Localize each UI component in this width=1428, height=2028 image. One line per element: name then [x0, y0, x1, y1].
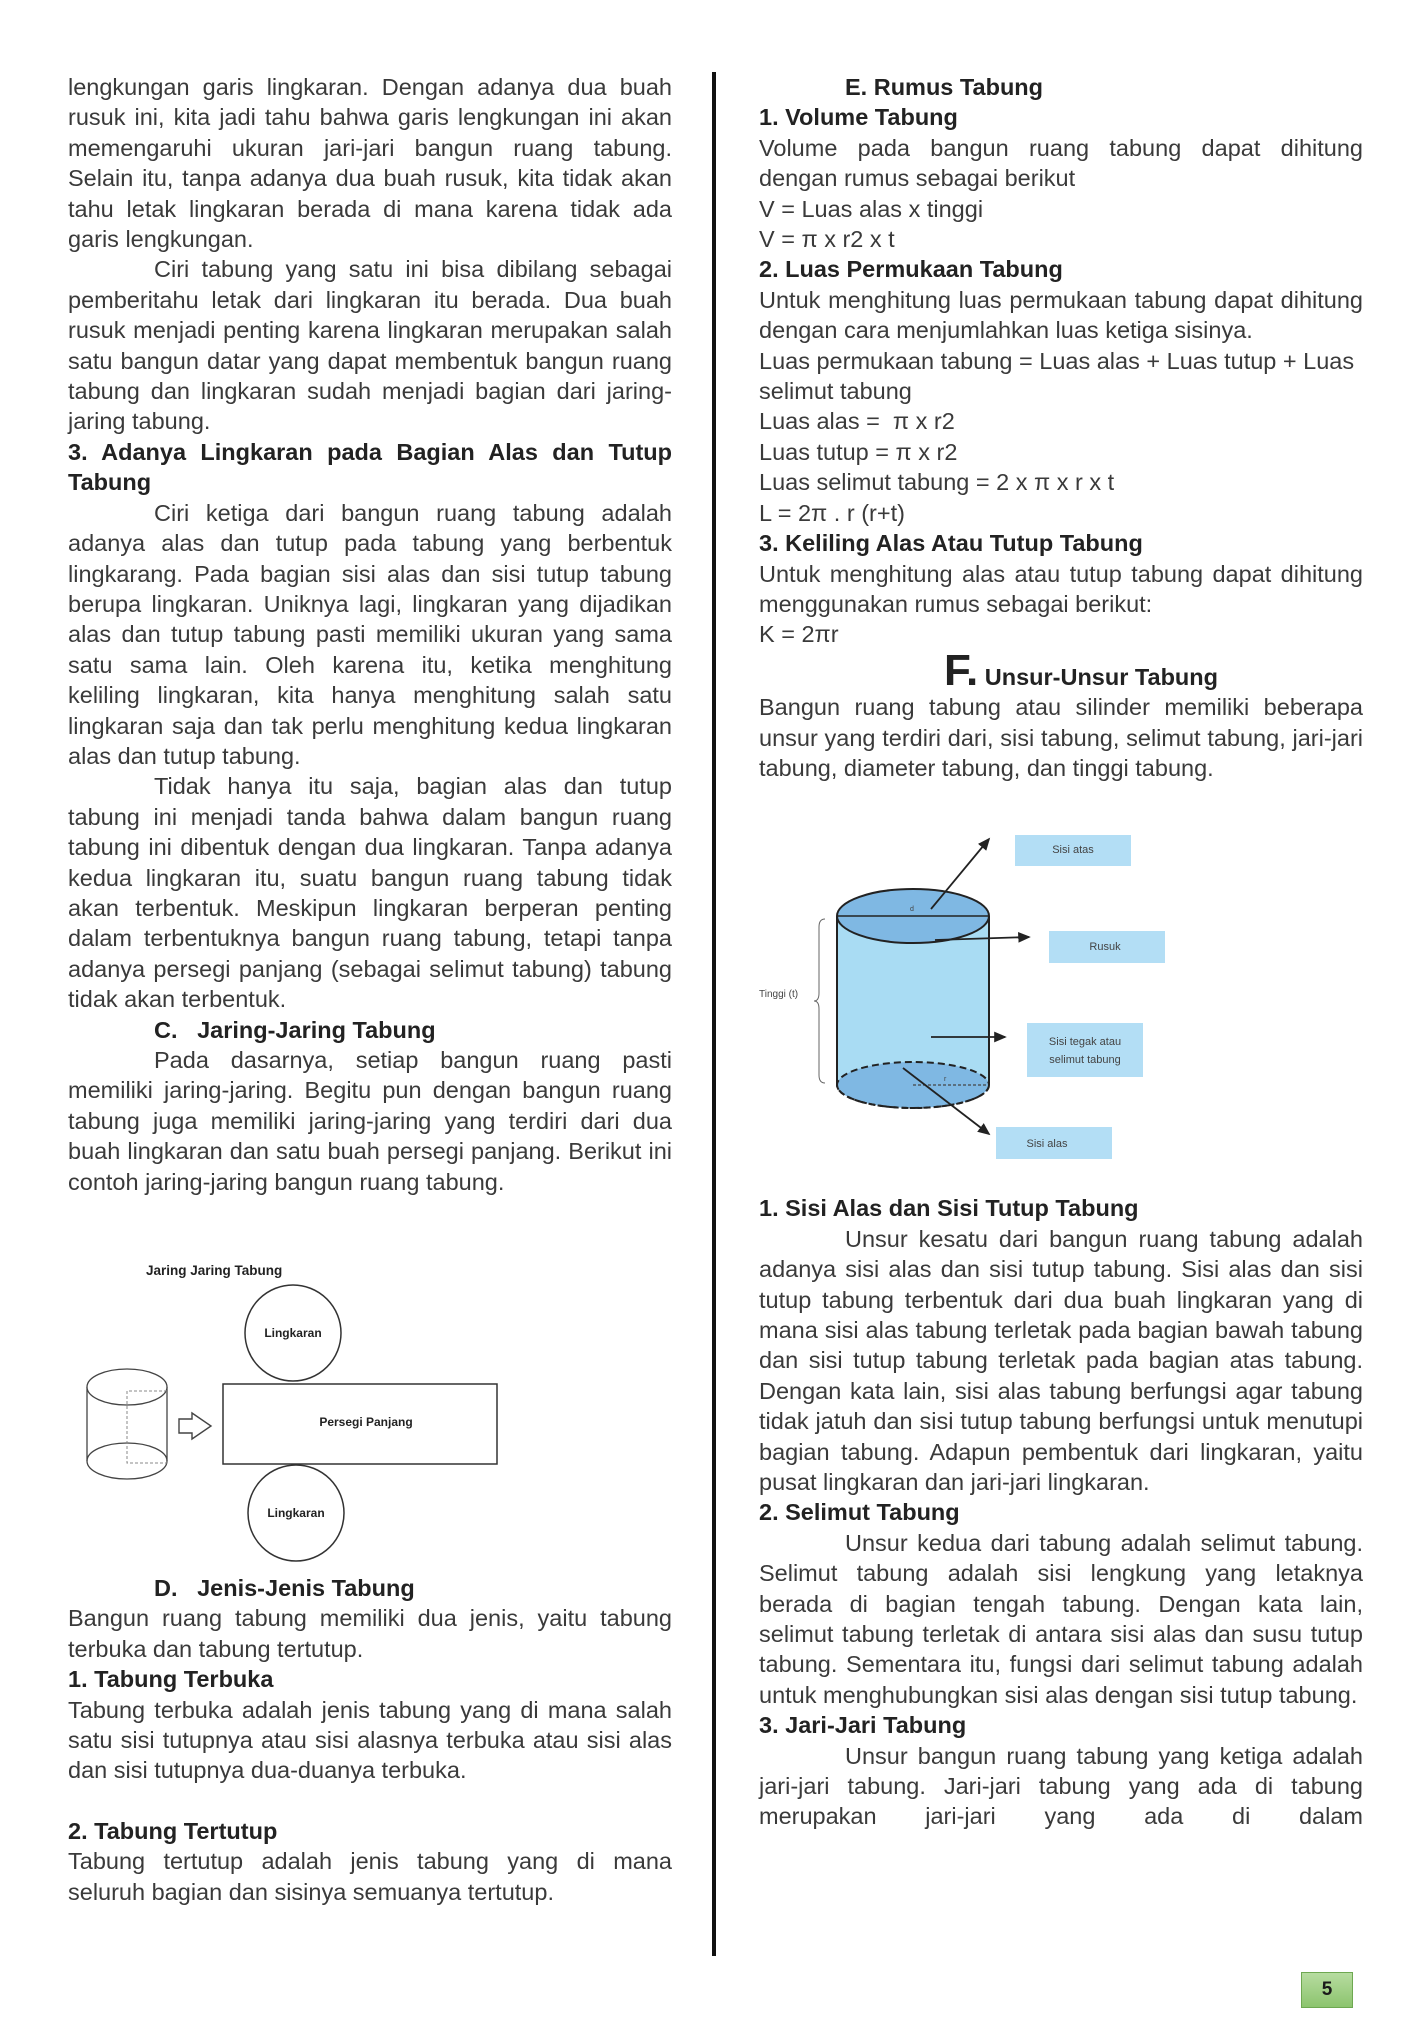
cylinder-diagram	[753, 835, 1233, 1175]
label-selimut-2: selimut tabung	[1049, 1054, 1121, 1067]
paragraph-jaring: Pada dasarnya, setiap bangun ruang pasti memiliki jaring-jaring. Begitu pun dengan bangun ruang tabung juga memiliki jaring-jaring yang terdiri dari dua buah lingkaran dan satu buah persegi panjang. Berikut ini contoh jaring-jaring bangun ruang tabung.	[68, 1047, 672, 1195]
section-heading-d: D. Jenis-Jenis Tabung	[154, 1575, 415, 1602]
label-sisi-atas: Sisi atas	[1052, 844, 1094, 857]
heading-keliling: 3. Keliling Alas Atau Tutup Tabung	[759, 530, 1143, 557]
bottom-circle-label: Lingkaran	[267, 1506, 325, 1521]
page-number-badge: 5	[1301, 1972, 1353, 2008]
formula-luas-tutup: Luas tutup = π x r2	[759, 438, 958, 465]
heading-tabung-terbuka: 1. Tabung Terbuka	[68, 1666, 274, 1693]
formula-l: L = 2π . r (r+t)	[759, 499, 905, 526]
heading-jari-jari: 3. Jari-Jari Tabung	[759, 1712, 967, 1739]
paragraph-sisi: Unsur kesatu dari bangun ruang tabung adalah adanya sisi alas dan sisi tutup tabung. Sisi alas dan sisi tutup tabung terbentuk dari dua buah lingkaran yang di mana sisi alas tabung terletak pada bagian bawah tabung dan sisi tutup tabung terletak pada bagian atas tabung. Dengan kata lain, sisi alas tabung berfungsi agar tabung tidak jatuh dan sisi tutup tabung berfungsi untuk menutupi bagian tabung. Adapun pembentuk dari lingkaran, yaitu pusat lingkaran dan jari-jari lingkaran.	[759, 1225, 1363, 1495]
diameter-label: d	[910, 906, 914, 914]
section-f-title: Unsur-Unsur Tabung	[978, 663, 1218, 690]
formula-keliling: K = 2πr	[759, 621, 839, 648]
formula-luas-permukaan: Luas permukaan tabung = Luas alas + Luas tutup + Luas selimut tabung	[759, 347, 1355, 405]
net-diagram	[68, 1251, 528, 1573]
paragraph-intro: lengkungan garis lingkaran. Dengan adanya dua buah rusuk ini, kita jadi tahu bahwa garis lengkungan ini akan memengaruhi ukuran jari-jari bangun ruang tabung. Selain itu, tanpa adanya dua buah rusuk, kita tidak akan tahu letak lingkaran berada di mana karena tidak ada garis lengkungan.	[68, 74, 672, 253]
paragraph-jenis: Bangun ruang tabung memiliki dua jenis, yaitu tabung terbuka dan tabung tertutup.	[68, 1605, 672, 1662]
formula-luas-alas: Luas alas = π x r2	[759, 408, 955, 435]
rectangle-label: Persegi Panjang	[319, 1415, 413, 1430]
right-column	[759, 72, 1363, 1832]
radius-label: r	[944, 1076, 947, 1084]
paragraph-unsur: Bangun ruang tabung atau silinder memiliki beberapa unsur yang terdiri dari, sisi tabung, selimut tabung, jari-jari tabung, diameter tabung, dan tinggi tabung.	[759, 694, 1363, 781]
heading-tabung-tertutup: 2. Tabung Tertutup	[68, 1817, 278, 1844]
height-label: Tinggi (t)	[759, 989, 799, 1001]
figure-title: Jaring Jaring Tabung	[146, 1263, 283, 1279]
heading-volume: 1. Volume Tabung	[759, 104, 958, 131]
cylinder-icon	[87, 1369, 167, 1479]
label-rusuk: Rusuk	[1089, 941, 1121, 954]
paragraph-selimut: Unsur kedua dari tabung adalah selimut tabung. Selimut tabung adalah sisi lengkung yang letaknya berada di bagian tengah tabung. Dengan kata lain, selimut tabung terletak di antara sisi alas dan susu tutup tabung. Sementara itu, fungsi dari selimut tabung adalah untuk menghubungkan sisi alas dengan sisi tutup tabung.	[759, 1529, 1363, 1708]
spacer	[68, 1786, 672, 1816]
left-column	[68, 72, 672, 1907]
section-heading-f	[759, 645, 1363, 695]
paragraph-ciri: Ciri tabung yang satu ini bisa dibilang sebagai pemberitahu letak dari lingkaran itu berada. Dua buah rusuk menjadi penting karena lingkaran merupakan salah satu bangun datar yang dapat membentuk bangun ruang tabung dan lingkaran sudah menjadi bagian dari jaring-jaring tabung.	[68, 256, 672, 435]
paragraph-ciri-ketiga: Ciri ketiga dari bangun ruang tabung adalah adanya alas dan tutup pada tabung yang berbentuk lingkarang. Pada bagian sisi alas dan sisi tutup tabung berupa lingkaran. Uniknya lagi, lingkaran yang dijadikan alas dan tutup tabung pasti memiliki ukuran yang sama satu sama lain. Oleh karena itu, ketika menghitung keliling lingkaran, kita hanya menghitung salah satu lingkaran saja dan tak perlu menghitung kedua lingkaran alas dan tutup tabung.	[68, 499, 672, 769]
paragraph-jari: Unsur bangun ruang tabung yang ketiga adalah jari-jari tabung. Jari-jari tabung yang ada di tabung merupakan jari-jari yang ada di dalam	[759, 1742, 1363, 1830]
right-arrow-icon	[179, 1413, 211, 1439]
label-box-selimut	[1027, 1023, 1143, 1077]
paragraph-tidak-hanya: Tidak hanya itu saja, bagian alas dan tutup tabung ini menjadi tanda bahwa dalam bangun ruang tabung ini dibentuk dengan dua lingkaran. Tanpa adanya kedua lingkaran itu, suatu bangun ruang tabung tidak akan terbentuk. Meskipun lingkaran berperan penting dalam terbentuknya bangun ruang tabung, tetapi tanpa adanya persegi panjang (sebagai selimut tabung) tabung tidak akan terbentuk.	[68, 773, 672, 1013]
paragraph-volume: Volume pada bangun ruang tabung dapat dihitung dengan rumus sebagai berikut	[759, 134, 1363, 192]
column-divider	[712, 72, 716, 1956]
heading-selimut: 2. Selimut Tabung	[759, 1499, 960, 1526]
top-circle-label: Lingkaran	[264, 1326, 322, 1341]
paragraph-tertutup: Tabung tertutup adalah jenis tabung yang di mana seluruh bagian dan sisinya semuanya tertutup.	[68, 1848, 672, 1905]
heading-luas-permukaan: 2. Luas Permukaan Tabung	[759, 256, 1063, 283]
label-selimut-1: Sisi tegak atau	[1048, 1036, 1122, 1049]
formula-luas-selimut: Luas selimut tabung = 2 x π x r x t	[759, 469, 1115, 496]
section-f-letter: F.	[943, 645, 979, 695]
figure-jaring-jaring-tabung	[68, 1251, 528, 1573]
height-brace	[814, 919, 825, 1083]
paragraph-luas: Untuk menghitung luas permukaan tabung dapat dihitung dengan cara menjumlahkan luas ketiga sisinya.	[759, 286, 1363, 344]
section-heading-c: C. Jaring-Jaring Tabung	[154, 1016, 436, 1043]
paragraph-keliling: Untuk menghitung alas atau tutup tabung dapat dihitung menggunakan rumus sebagai berikut:	[759, 560, 1363, 617]
label-sisi-alas: Sisi alas	[1026, 1138, 1068, 1151]
section-heading-e: E. Rumus Tabung	[845, 74, 1044, 100]
formula-volume-2: V = π x r2 x t	[759, 226, 895, 253]
heading-lingkaran-alas-tutup: 3. Adanya Lingkaran pada Bagian Alas dan Tutup Tabung	[68, 438, 672, 496]
paragraph-terbuka: Tabung terbuka adalah jenis tabung yang di mana salah satu sisi tutupnya atau sisi alasnya terbuka atau sisi alas dan sisi tutupnya dua-duanya terbuka.	[68, 1696, 672, 1784]
formula-volume-1: V = Luas alas x tinggi	[759, 195, 984, 222]
heading-sisi-alas-tutup: 1. Sisi Alas dan Sisi Tutup Tabung	[759, 1195, 1139, 1222]
figure-unsur-tabung	[753, 835, 1213, 1175]
